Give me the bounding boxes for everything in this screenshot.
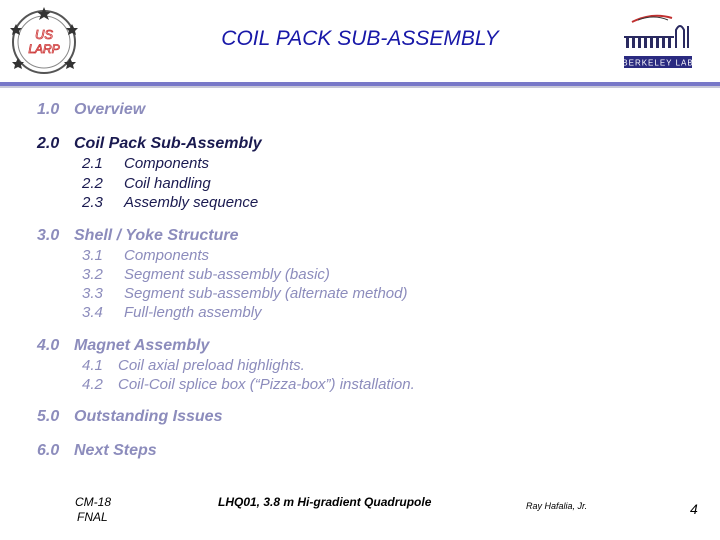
berkeley-lab-logo [622, 8, 694, 70]
section-coil-pack: 2.0 Coil Pack Sub-Assembly [37, 135, 262, 152]
logo-larp-text: LARP [28, 42, 60, 56]
section-next-steps: 6.0 Next Steps [37, 442, 157, 459]
list-item: 3.2 Segment sub-assembly (basic) [82, 266, 330, 283]
section-outstanding-issues: 5.0 Outstanding Issues [37, 408, 223, 425]
logo-us-text: US [34, 27, 54, 42]
list-item: 2.2 Coil handling [82, 175, 211, 192]
header-rule-shadow [0, 86, 720, 88]
list-item: 4.1 Coil axial preload highlights. [82, 357, 305, 374]
list-item: 2.1 Components [82, 155, 210, 172]
list-item: 4.2 Coil-Coil splice box (“Pizza-box”) installation. [82, 376, 415, 393]
list-item: 3.3 Segment sub-assembly (alternate method) [82, 285, 408, 302]
list-item: 3.4 Full-length assembly [82, 304, 262, 321]
page-number: 4 [690, 501, 698, 517]
section-magnet-assembly: 4.0 Magnet Assembly [37, 337, 210, 354]
footer-author: Ray Hafalia, Jr. [526, 501, 588, 511]
footer-meeting: CM-18 [75, 495, 112, 509]
footer-location: FNAL [77, 510, 108, 524]
footer-project: LHQ01, 3.8 m Hi-gradient Quadrupole [218, 495, 432, 509]
logo-berkeley-text: BERKELEY LAB [622, 58, 694, 68]
page-title: COIL PACK SUB-ASSEMBLY [221, 27, 499, 50]
section-shell-yoke: 3.0 Shell / Yoke Structure [37, 227, 239, 244]
list-item: 3.1 Components [82, 247, 210, 264]
section-overview: 1.0 Overview [37, 101, 146, 118]
list-item: 2.3 Assembly sequence [82, 194, 259, 211]
